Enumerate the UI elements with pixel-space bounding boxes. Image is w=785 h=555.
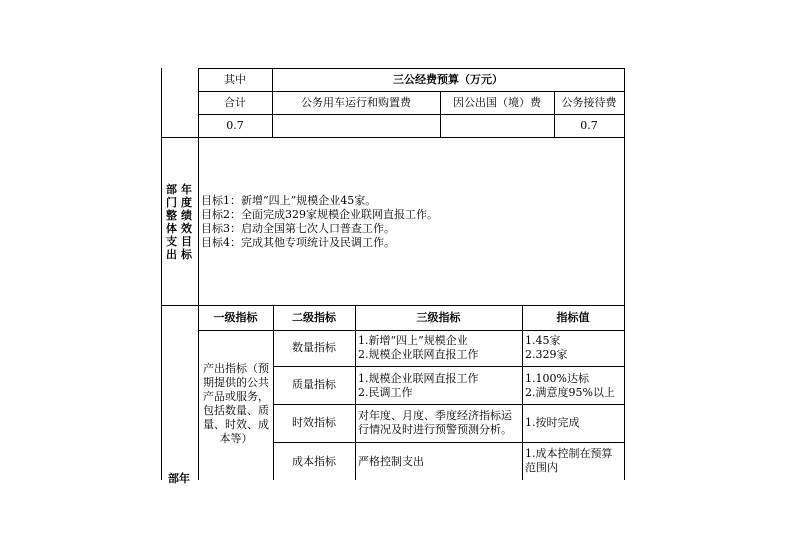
qizhong-label: 其中 [224, 73, 246, 86]
grid-line [273, 404, 625, 405]
goal-line: 目标4：完成其他专项统计及民调工作。 [201, 236, 395, 249]
value-line: 2.329家 [525, 348, 568, 361]
grid-line [522, 305, 523, 480]
grid-line [355, 305, 356, 480]
grid-line [273, 442, 625, 443]
goals-label-col2: 年度绩效目标 [181, 183, 192, 261]
indicator-header-level3: 三级指标 [416, 311, 461, 324]
indicator-header-value: 指标值 [556, 311, 590, 324]
value-reception: 0.7 [580, 119, 598, 132]
value-line: 范围内 [525, 461, 558, 474]
goals-label-col1: 部门整体支出 [166, 183, 177, 261]
level1-output-indicator: 产出指标（预期提供的公共产品或服务，包括数量、质量、时效、成本等） [203, 362, 269, 445]
value-line: 1.100%达标 [525, 372, 589, 385]
level2-quantity: 数量指标 [292, 341, 336, 354]
level2-cost: 成本指标 [292, 455, 336, 468]
grid-line [273, 305, 274, 480]
level3-line: 1.规模企业联网直报工作 [358, 372, 479, 385]
header-vehicle: 公务用车运行和购置费 [301, 96, 411, 109]
grid-line [198, 91, 625, 92]
level3-line: 2.规模企业联网直报工作 [358, 348, 479, 361]
grid-line [624, 68, 625, 480]
header-abroad: 因公出国（境）费 [453, 96, 541, 109]
indicator-header-level1: 一级指标 [213, 311, 258, 324]
grid-line [161, 68, 162, 480]
level2-timeliness: 时效指标 [292, 416, 336, 429]
header-reception: 公务接待费 [561, 96, 617, 109]
grid-line [198, 114, 625, 115]
grid-line [161, 137, 625, 138]
level3-line: 1.新增“四上”规模企业 [358, 334, 468, 347]
value-line: 1.成本控制在预算 [525, 447, 613, 460]
grid-line [198, 330, 625, 331]
goal-line: 目标1：新增“四上”规模企业45家。 [201, 194, 377, 207]
level3-line: 严格控制支出 [358, 455, 424, 468]
side-label-continued: 部年 [168, 472, 190, 485]
budget-title: 三公经费预算（万元） [393, 73, 503, 86]
grid-line [161, 305, 625, 306]
value-line: 1.45家 [525, 334, 561, 347]
goal-line: 目标3：启动全国第七次人口普查工作。 [201, 222, 395, 235]
level2-quality: 质量指标 [292, 378, 336, 391]
grid-line [273, 366, 625, 367]
header-total: 合计 [224, 96, 246, 109]
grid-line [198, 68, 625, 69]
value-line: 1.按时完成 [525, 416, 580, 429]
value-line: 2.满意度95%以上 [525, 386, 615, 399]
level3-line: 2.民调工作 [358, 386, 413, 399]
goal-line: 目标2：全面完成329家规模企业联网直报工作。 [201, 208, 438, 221]
level3-line: 行情况及时进行预警预测分析。 [358, 423, 512, 436]
value-total: 0.7 [226, 119, 244, 132]
level3-line: 对年度、月度、季度经济指标运 [358, 409, 512, 422]
indicator-header-level2: 二级指标 [292, 311, 336, 324]
